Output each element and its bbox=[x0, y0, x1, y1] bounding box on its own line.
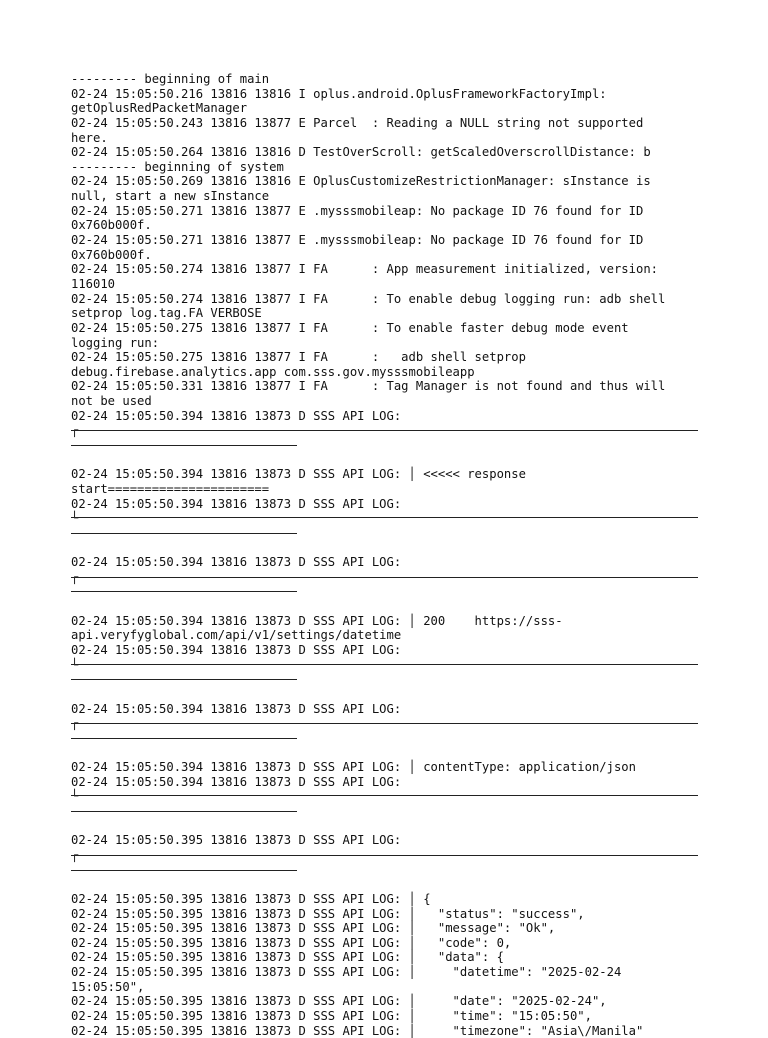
log-line: 02-24 15:05:50.394 13816 13873 D SSS API LOG: │ 200 https://sss- bbox=[71, 613, 563, 628]
log-line: 116010 bbox=[71, 276, 116, 291]
box-border-rule bbox=[71, 863, 701, 878]
box-border-rule bbox=[71, 672, 701, 687]
log-line: 02-24 15:05:50.275 13816 13877 I FA : adb shell setprop bbox=[71, 350, 526, 365]
horizontal-rule bbox=[71, 430, 698, 431]
horizontal-rule bbox=[71, 855, 698, 856]
box-corner: ┌ bbox=[71, 569, 79, 584]
logcat-output bbox=[71, 72, 701, 1038]
log-line: 02-24 15:05:50.394 13816 13873 D SSS API LOG: bbox=[71, 408, 402, 423]
log-line: 02-24 15:05:50.394 13816 13873 D SSS API LOG: bbox=[71, 496, 402, 511]
box-border-rule bbox=[71, 584, 701, 599]
horizontal-rule bbox=[71, 664, 698, 665]
log-line: 02-24 15:05:50.394 13816 13873 D SSS API LOG: bbox=[71, 555, 402, 570]
box-border-rule bbox=[71, 716, 701, 731]
horizontal-rule bbox=[71, 445, 297, 446]
box-border-rule bbox=[71, 526, 701, 541]
log-line: 02-24 15:05:50.274 13816 13877 I FA : App measurement initialized, version: bbox=[71, 262, 658, 277]
log-line: here. bbox=[71, 130, 108, 145]
log-line: getOplusRedPacketManager bbox=[71, 101, 248, 116]
log-line bbox=[71, 599, 701, 614]
horizontal-rule bbox=[71, 738, 297, 739]
log-line: logging run: bbox=[71, 335, 160, 350]
log-line: setprop log.tag.FA VERBOSE bbox=[71, 306, 262, 321]
log-line: 02-24 15:05:50.395 13816 13873 D SSS API LOG: │ "datetime": "2025-02-24 bbox=[71, 965, 622, 980]
log-line: 02-24 15:05:50.271 13816 13877 E .mysssmobileap: No package ID 76 found for ID bbox=[71, 203, 644, 218]
log-line bbox=[71, 687, 701, 702]
horizontal-rule bbox=[71, 679, 297, 680]
log-line: 0x760b000f. bbox=[71, 247, 152, 262]
box-border-rule bbox=[71, 658, 701, 673]
log-line: 02-24 15:05:50.395 13816 13873 D SSS API LOG: │ { bbox=[71, 891, 431, 906]
log-line: 02-24 15:05:50.275 13816 13877 I FA : To enable faster debug mode event bbox=[71, 320, 629, 335]
log-line bbox=[71, 541, 701, 556]
log-line: 02-24 15:05:50.395 13816 13873 D SSS API LOG: bbox=[71, 833, 402, 848]
log-line: 02-24 15:05:50.243 13816 13877 E Parcel : Reading a NULL string not supported bbox=[71, 115, 644, 130]
log-line: 02-24 15:05:50.395 13816 13873 D SSS API LOG: │ "date": "2025-02-24", bbox=[71, 994, 607, 1009]
box-border-rule bbox=[71, 570, 701, 585]
box-border-rule bbox=[71, 438, 701, 453]
box-corner: └ bbox=[71, 511, 79, 526]
box-corner: └ bbox=[71, 657, 79, 672]
box-corner: ┌ bbox=[71, 423, 79, 438]
log-line: 02-24 15:05:50.394 13816 13873 D SSS API LOG: │ <<<<< response bbox=[71, 467, 526, 482]
box-corner: ┌ bbox=[71, 847, 79, 862]
horizontal-rule bbox=[71, 723, 698, 724]
log-line: 02-24 15:05:50.274 13816 13877 I FA : To enable debug logging run: adb shell bbox=[71, 291, 666, 306]
box-border-rule bbox=[71, 731, 701, 746]
log-line: 02-24 15:05:50.394 13816 13873 D SSS API LOG: bbox=[71, 774, 402, 789]
horizontal-rule bbox=[71, 517, 698, 518]
log-line: 02-24 15:05:50.394 13816 13873 D SSS API LOG: bbox=[71, 642, 402, 657]
log-line: not be used bbox=[71, 394, 152, 409]
log-line: 02-24 15:05:50.394 13816 13873 D SSS API LOG: bbox=[71, 701, 402, 716]
log-line: 02-24 15:05:50.395 13816 13873 D SSS API LOG: │ "data": { bbox=[71, 950, 504, 965]
horizontal-rule bbox=[71, 870, 297, 871]
box-border-rule bbox=[71, 511, 701, 526]
log-line: 02-24 15:05:50.395 13816 13873 D SSS API LOG: │ "code": 0, bbox=[71, 935, 512, 950]
log-line bbox=[71, 819, 701, 834]
log-line: 02-24 15:05:50.395 13816 13873 D SSS API LOG: │ "status": "success", bbox=[71, 906, 585, 921]
box-border-rule bbox=[71, 789, 701, 804]
log-line: --------- beginning of system bbox=[71, 159, 284, 174]
horizontal-rule bbox=[71, 591, 297, 592]
log-line: 15:05:50", bbox=[71, 979, 145, 994]
horizontal-rule bbox=[71, 795, 698, 796]
log-line: 02-24 15:05:50.216 13816 13816 I oplus.android.OplusFrameworkFactoryImpl: bbox=[71, 86, 607, 101]
log-line: 02-24 15:05:50.264 13816 13816 D TestOverScroll: getScaledOverscrollDistance: b bbox=[71, 145, 651, 160]
box-border-rule bbox=[71, 423, 701, 438]
log-line: debug.firebase.analytics.app com.sss.gov.mysssmobileapp bbox=[71, 364, 475, 379]
log-line: 02-24 15:05:50.395 13816 13873 D SSS API LOG: │ "timezone": "Asia\/Manila" bbox=[71, 1023, 644, 1038]
log-line bbox=[71, 453, 701, 468]
log-line: 02-24 15:05:50.331 13816 13877 I FA : Tag Manager is not found and thus will bbox=[71, 379, 666, 394]
log-line bbox=[71, 745, 701, 760]
horizontal-rule bbox=[71, 533, 297, 534]
log-line: null, start a new sInstance bbox=[71, 189, 270, 204]
log-line: start====================== bbox=[71, 481, 270, 496]
log-line: 02-24 15:05:50.394 13816 13873 D SSS API LOG: │ contentType: application/json bbox=[71, 760, 636, 775]
horizontal-rule bbox=[71, 811, 297, 812]
box-corner: └ bbox=[71, 789, 79, 804]
box-border-rule bbox=[71, 804, 701, 819]
log-line: 02-24 15:05:50.271 13816 13877 E .mysssmobileap: No package ID 76 found for ID bbox=[71, 233, 644, 248]
box-border-rule bbox=[71, 848, 701, 863]
log-line: 02-24 15:05:50.269 13816 13816 E OplusCustomizeRestrictionManager: sInstance is bbox=[71, 174, 651, 189]
horizontal-rule bbox=[71, 577, 698, 578]
log-line bbox=[71, 877, 701, 892]
log-line: --------- beginning of main bbox=[71, 72, 270, 86]
log-line: api.veryfyglobal.com/api/v1/settings/datetime bbox=[71, 628, 402, 643]
box-corner: ┌ bbox=[71, 716, 79, 731]
log-line: 02-24 15:05:50.395 13816 13873 D SSS API LOG: │ "message": "Ok", bbox=[71, 921, 556, 936]
log-line: 0x760b000f. bbox=[71, 218, 152, 233]
log-line: 02-24 15:05:50.395 13816 13873 D SSS API LOG: │ "time": "15:05:50", bbox=[71, 1009, 592, 1023]
